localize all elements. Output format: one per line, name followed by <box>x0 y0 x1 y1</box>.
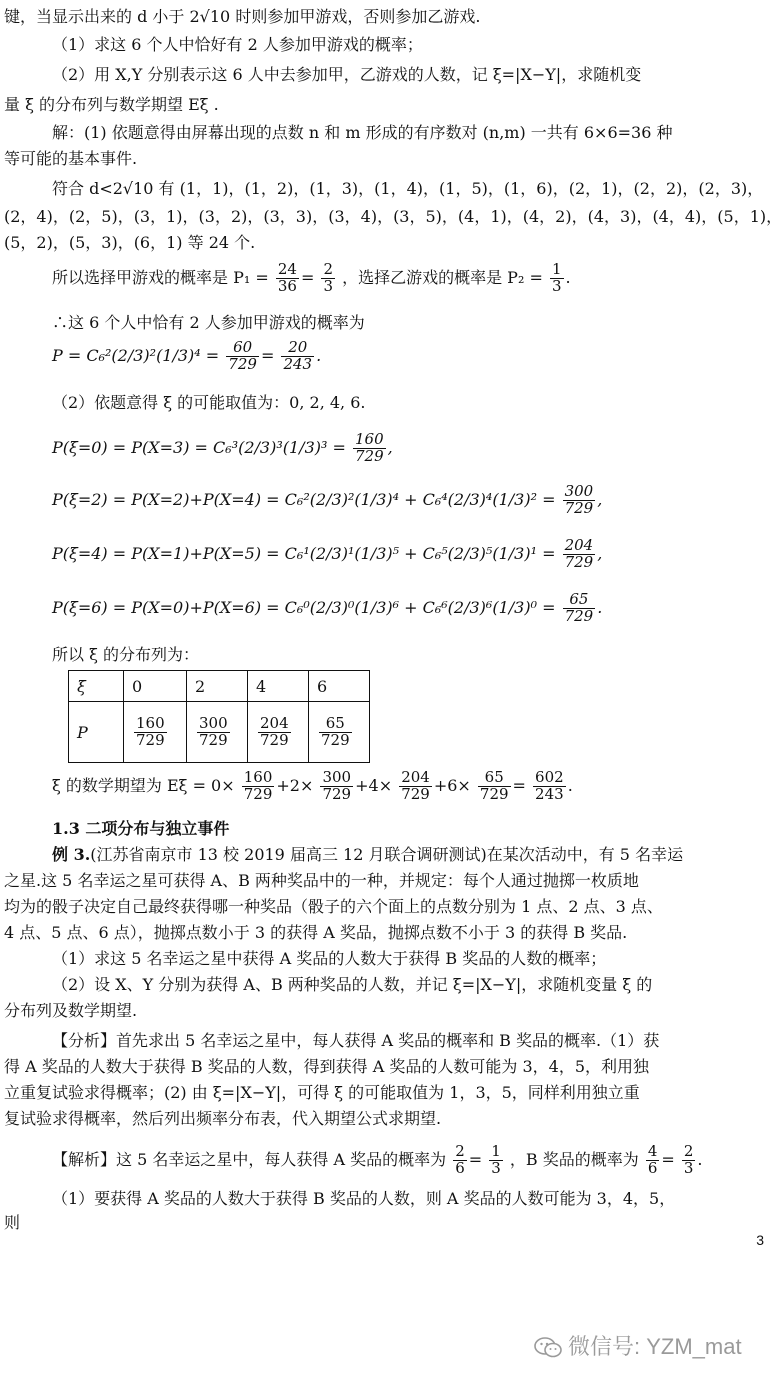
equation-text: P = C₆²(2/3)²(1/3)⁴ = <box>52 346 220 365</box>
numerator: 20 <box>281 340 314 357</box>
numerator: 204 <box>401 768 430 787</box>
text-line: 之星.这 5 名幸运之星可获得 A、B 两种奖品中的一种，并规定：每个人通过抛掷一枚质地 <box>4 871 639 890</box>
analysis-line: 得 A 奖品的人数大于获得 B 奖品的人数，得到获得 A 奖品的人数可能为 3，4，5，利用独 <box>4 1057 650 1076</box>
equation-text: P(ξ=2) = P(X=2)+P(X=4) = C₆²(2/3)²(1/3)⁴ + C₆⁴(2/3)⁴(1/3)² = <box>52 490 556 509</box>
fraction <box>321 262 335 295</box>
denominator: 729 <box>199 730 228 749</box>
equation-p4: P(ξ=4) = P(X=1)+P(X=5) = C₆¹(2/3)¹(1/3)⁵ + C₆⁵(2/3)⁵(1/3)¹ = $\frac{204}{729}$ , <box>52 536 603 571</box>
text-line: （2）依题意得 ξ 的可能取值为：0, 2, 4, 6. <box>52 393 366 412</box>
text-line: 分布列及数学期望. <box>4 1001 138 1020</box>
text-line: 符合 d<2√10 有 (1，1)，(1，2)，(1，3)，(1，4)，(1，5)，(1，6)，(2，1)，(2，2)，(2，3)， <box>52 179 764 198</box>
watermark-text: 微信号: YZM_mat <box>568 1334 742 1359</box>
table-cell: 6 <box>309 671 370 702</box>
equation-text: P(ξ=4) = P(X=1)+P(X=5) = C₆¹(2/3)¹(1/3)⁵ + C₆⁵(2/3)⁵(1/3)¹ = <box>52 544 556 563</box>
table-row <box>69 702 370 763</box>
denominator: 243 <box>283 355 313 373</box>
numerator: 602 <box>535 768 564 787</box>
denominator: 6 <box>647 1159 658 1177</box>
numerator: 300 <box>564 482 594 501</box>
expectation-text: ξ 的数学期望为 Eξ = 0× <box>52 776 235 795</box>
wechat-icon <box>534 1337 562 1359</box>
fraction <box>134 713 167 749</box>
table-cell <box>187 702 248 763</box>
text-line: ∴这 6 个人中恰有 2 人参加甲游戏的概率为 <box>52 313 365 332</box>
numerator: 4 <box>647 1142 658 1161</box>
solution-line: 则 <box>4 1213 21 1232</box>
text-line: 均为的骰子决定自己最终获得哪一种奖品（骰子的六个面上的点数分别为 1 点、2 点、3 点、 <box>4 897 663 916</box>
denominator: 36 <box>277 277 297 295</box>
fraction <box>197 713 230 749</box>
solution-line: 【解析】这 5 名幸运之星中，每人获得 A 奖品的概率为 $\frac{2}{6}$ = $\frac{1}{3}$ ，B 奖品的概率为 $\frac{4}{6}$ = $\frac{2}{3}$ . <box>52 1142 703 1177</box>
page-number: 3 <box>756 1232 764 1248</box>
denominator: 729 <box>479 785 509 803</box>
numerator: 2 <box>455 1142 465 1161</box>
fraction <box>563 484 596 517</box>
denominator: 3 <box>323 277 333 295</box>
numerator: 65 <box>478 770 511 787</box>
table-cell <box>309 702 370 763</box>
analysis-line: 复试验求得概率，然后列出频率分布表，代入期望公式求期望. <box>4 1109 442 1128</box>
numerator: 1 <box>491 1142 501 1161</box>
solution-text-a: 【解析】这 5 名幸运之星中，每人获得 A 奖品的概率为 <box>52 1150 447 1169</box>
numerator: 300 <box>199 713 228 732</box>
table-header-row <box>69 671 370 702</box>
fraction <box>320 770 353 803</box>
equation-p6: P(ξ=6) = P(X=0)+P(X=6) = C₆⁰(2/3)⁰(1/3)⁶ + C₆⁶(2/3)⁶(1/3)⁰ = $\frac{65}{729}$ . <box>52 590 603 625</box>
denominator: 729 <box>401 785 430 803</box>
table-cell: 4 <box>248 671 309 702</box>
prob-text-b: ，选择乙游戏的概率是 P₂ = <box>342 268 543 287</box>
question-2: （2）设 X、Y 分别为获得 A、B 两种奖品的人数，并记 ξ=|X−Y|，求随机变量 ξ 的 <box>52 975 653 994</box>
denominator: 729 <box>564 553 594 571</box>
fraction <box>353 432 386 465</box>
section-heading: 1.3 二项分布与独立事件 <box>52 819 230 838</box>
denominator: 6 <box>455 1159 465 1177</box>
denominator: 729 <box>136 730 165 749</box>
numerator: 60 <box>226 340 259 357</box>
denominator: 729 <box>228 355 257 373</box>
equation-p2: P(ξ=2) = P(X=2)+P(X=4) = C₆²(2/3)²(1/3)⁴ + C₆⁴(2/3)⁴(1/3)² = $\frac{300}{729}$ , <box>52 482 603 517</box>
expectation-line: ξ 的数学期望为 Eξ = 0× $\frac{160}{729}$ +2× $\frac{300}{729}$ +4× $\frac{204}{729}$ +6× $\frac{65}{729}$ = $\frac{602}{243}$ . <box>52 768 573 803</box>
fraction <box>478 770 511 803</box>
denominator: 3 <box>551 277 562 295</box>
question-1: （1）求这 5 名幸运之星中获得 A 奖品的人数大于获得 B 奖品的人数的概率； <box>52 949 607 968</box>
text-line: 4 点、5 点、6 点），抛掷点数小于 3 的获得 A 奖品，抛掷点数不小于 3 的获得 B 奖品. <box>4 923 628 942</box>
denominator: 729 <box>564 607 594 625</box>
numerator: 2 <box>683 1142 694 1161</box>
analysis-line: 【分析】首先求出 5 名幸运之星中，每人获得 A 奖品的概率和 B 奖品的概率.（1）获 <box>52 1031 660 1050</box>
denominator: 729 <box>354 447 384 465</box>
denominator: 729 <box>243 785 273 803</box>
denominator: 729 <box>322 785 352 803</box>
numerator: 1 <box>551 260 562 279</box>
table-cell: P <box>69 702 124 763</box>
text-line: 键，当显示出来的 d 小于 2√10 时则参加甲游戏，否则参加乙游戏. <box>4 7 481 26</box>
fraction <box>550 262 564 295</box>
denominator: 729 <box>564 499 594 517</box>
text-line: 等可能的基本事件. <box>4 149 138 168</box>
equation-p: P = C₆²(2/3)²(1/3)⁴ = $\frac{60}{729}$ = $\frac{20}{243}$ . <box>52 338 322 373</box>
text-line: (5，2)，(5，3)，(6，1) 等 24 个. <box>4 233 256 252</box>
question-1: （1）求这 6 个人中恰好有 2 人参加甲游戏的概率； <box>52 35 423 54</box>
denominator: 729 <box>260 730 289 749</box>
fraction <box>226 340 259 373</box>
numerator: 300 <box>322 768 352 787</box>
equation-text: P(ξ=0) = P(X=3) = C₆³(2/3)³(1/3)³ = <box>52 438 346 457</box>
text-line: (2，4)，(2，5)，(3，1)，(3，2)，(3，3)，(3，4)，(3，5)，(4，1)，(4，2)，(4，3)，(4，4)，(5，1)， <box>4 207 782 226</box>
equation-p0: P(ξ=0) = P(X=3) = C₆³(2/3)³(1/3)³ = $\frac{160}{729}$ , <box>52 430 393 465</box>
fraction <box>242 770 275 803</box>
fraction <box>533 770 566 803</box>
fraction <box>319 713 352 749</box>
table-cell: ξ <box>69 671 124 702</box>
analysis-line: 立重复试验求得概率；(2) 由 ξ=|X−Y|，可得 ξ 的可能取值为 1，3，5，同样利用独立重 <box>4 1083 640 1102</box>
table-cell <box>124 702 187 763</box>
fraction <box>489 1144 503 1177</box>
solution-text-b: ，B 奖品的概率为 <box>509 1150 639 1169</box>
solution-line: 解：(1) 依题意得由屏幕出现的点数 n 和 m 形成的有序数对 (n,m) 一共有 6×6=36 种 <box>52 123 673 142</box>
fraction <box>563 538 596 571</box>
denominator: 729 <box>321 730 350 749</box>
text-line: 量 ξ 的分布列与数学期望 Eξ . <box>4 95 219 114</box>
fraction <box>646 1144 660 1177</box>
table-cell: 2 <box>187 671 248 702</box>
fraction <box>563 592 596 625</box>
question-2: （2）用 X,Y 分别表示这 6 人中去参加甲，乙游戏的人数，记 ξ=|X−Y|，求随机变 <box>52 65 642 84</box>
prob-text-a: 所以选择甲游戏的概率是 P₁ = <box>52 268 269 287</box>
example-label: 例 3. <box>52 845 91 864</box>
numerator: 160 <box>136 713 165 732</box>
equation-text: P(ξ=6) = P(X=0)+P(X=6) = C₆⁰(2/3)⁰(1/3)⁶ + C₆⁶(2/3)⁶(1/3)⁰ = <box>52 598 556 617</box>
fraction <box>281 340 314 373</box>
fraction <box>276 262 299 295</box>
denominator: 3 <box>491 1159 501 1177</box>
watermark <box>534 1330 742 1361</box>
text-line: 所以 ξ 的分布列为： <box>52 645 199 664</box>
prob-line: 所以选择甲游戏的概率是 P₁ = $\frac{24}{36}$ = $\frac{2}{3}$ ，选择乙游戏的概率是 P₂ = $\frac{1}{3}$ . <box>52 260 571 295</box>
fraction <box>453 1144 467 1177</box>
numerator: 160 <box>243 768 273 787</box>
numerator: 160 <box>354 430 384 449</box>
table-cell: 0 <box>124 671 187 702</box>
fraction <box>399 770 432 803</box>
numerator: 2 <box>323 260 333 279</box>
distribution-table <box>68 670 370 763</box>
fraction <box>258 713 291 749</box>
denominator: 243 <box>535 785 564 803</box>
numerator: 204 <box>564 536 594 555</box>
numerator: 24 <box>277 260 297 279</box>
numerator: 65 <box>319 716 352 733</box>
example-3-title <box>52 842 683 868</box>
denominator: 3 <box>683 1159 694 1177</box>
solution-line: （1）要获得 A 奖品的人数大于获得 B 奖品的人数，则 A 奖品的人数可能为 3，4，5， <box>52 1189 676 1208</box>
numerator: 204 <box>260 713 289 732</box>
example-source: (江苏省南京市 13 校 2019 届高三 12 月联合调研测试)在某次活动中，有 5 名幸运 <box>90 845 684 864</box>
numerator: 65 <box>563 592 596 609</box>
fraction <box>682 1144 696 1177</box>
table-cell <box>248 702 309 763</box>
